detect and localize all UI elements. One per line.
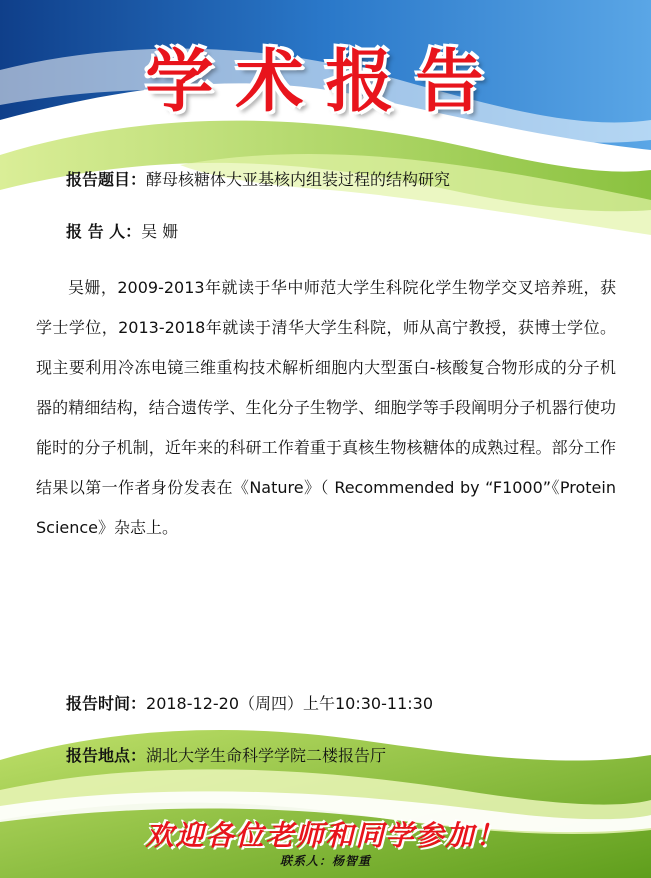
speaker-bio: 吴姗，2009-2013年就读于华中师范大学生科院化学生物学交叉培养班，获学士学位，2013-2018年就读于清华大学生科院，师从高宁教授，获博士学位。现主要利用冷冻电镜三维重构技术解析细胞内大型蛋白-核酸复合物形成的分子机器的精细结构，结合遗传学、生化分子生物学、细胞学等手段阐明分子机器行使功能时的分子机制，近年来的科研工作着重于真核生物核糖体的成熟过程。部分工作结果以第一作者身份发表在《Nature》（ Recommended by “F1000”《Protein Science》杂志上。	[36, 278, 616, 537]
place-label: 报告地点：	[66, 746, 147, 765]
page-title: 学术报告	[145, 42, 506, 122]
place-line	[66, 744, 386, 768]
speaker-label: 报 告 人：	[66, 222, 142, 241]
speaker-value: 吴 姗	[141, 222, 179, 241]
top-green-light	[180, 154, 651, 235]
time-label: 报告时间：	[66, 694, 147, 713]
welcome-text: 欢迎各位老师和同学参加！	[145, 819, 506, 852]
topic-line	[66, 168, 450, 192]
place-value: 湖北大学生命科学学院二楼报告厅	[146, 746, 387, 765]
topic-label: 报告题目：	[66, 170, 147, 189]
time-line	[66, 692, 433, 716]
topic-value: 酵母核糖体大亚基核内组装过程的结构研究	[146, 170, 451, 189]
contact-text: 联系人：杨智重	[279, 854, 371, 868]
speaker-line	[66, 220, 178, 244]
time-value: 2018-12-20（周四）上午10:30-11:30	[146, 694, 433, 713]
